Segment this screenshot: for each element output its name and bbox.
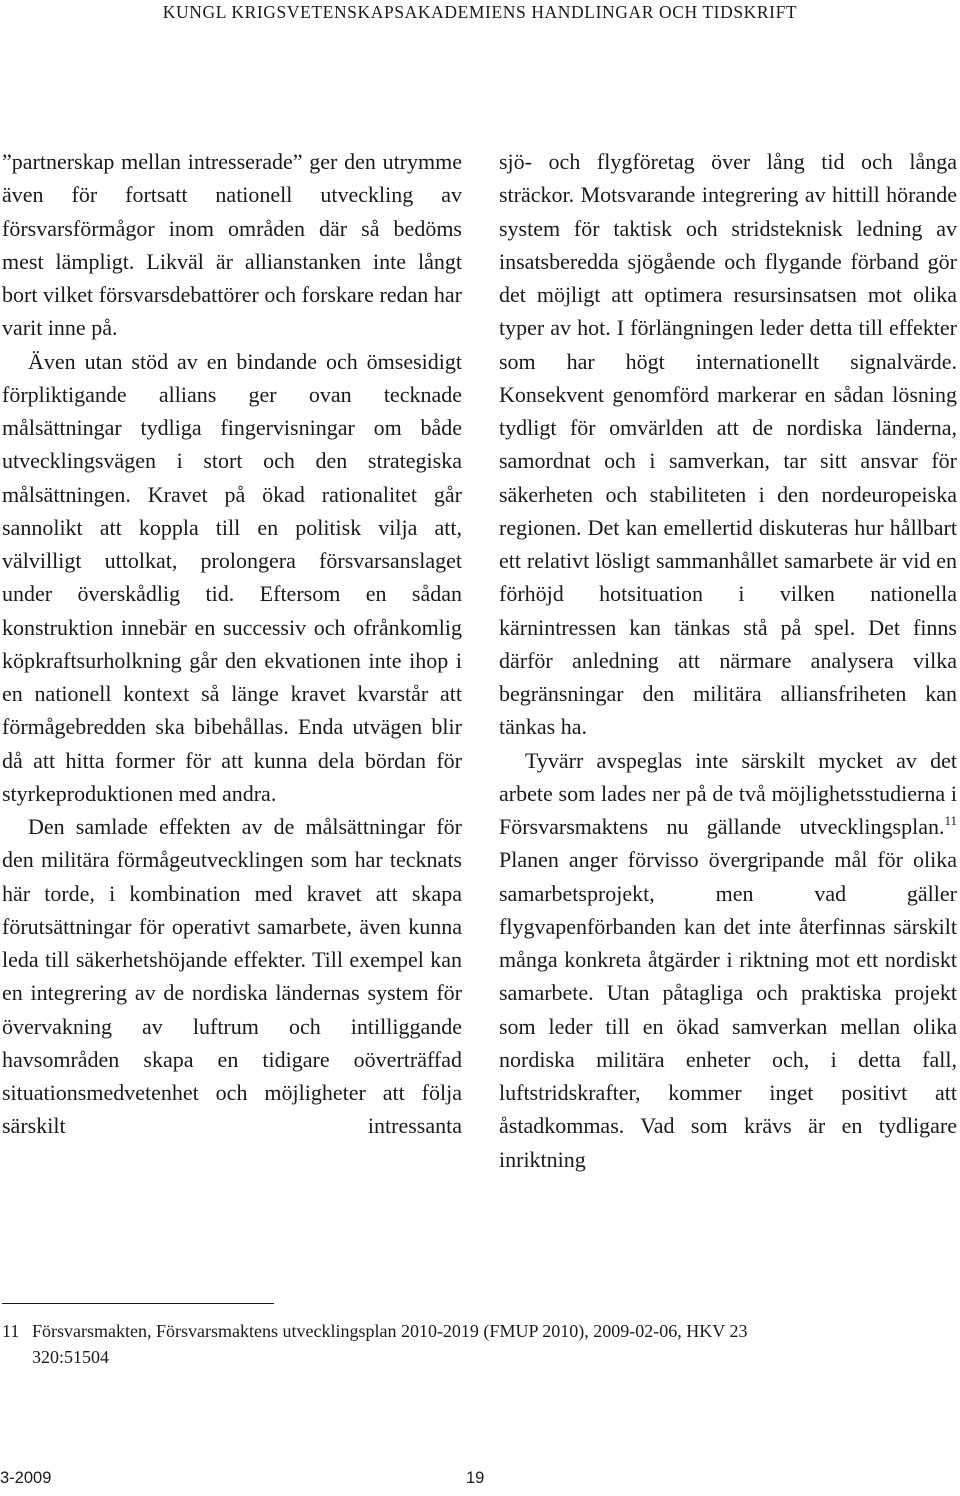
- footnote-text: Försvarsmakten, Försvarsmaktens utvecklingsplan 2010-2019 (FMUP 2010), 2009-02-06, HKV 23: [32, 1321, 748, 1341]
- paragraph: sjö- och flygföretag över lång tid och långa sträckor. Motsvarande integrering av hittill hörande system för taktisk och stridsteknisk ledning av insatsberedda sjögående och flygande förband gör det möjligt att optimera resursinsatsen mot olika typer av hot. I förlängningen leder detta till effekter som har högt internationellt signalvärde. Konsekvent genomförd markerar en sådan lösning tydligt för omvärlden att de nordiska länderna, samordnat och i samverkan, tar sitt ansvar för säkerheten och stabiliteten i den nordeuropeiska regionen. Det kan emellertid diskuteras hur hållbart ett relativt lösligt sammanhållet samarbete är vid en förhöjd hotsituation i vilken nationella kärnintressen kan tänkas stå på spel. Det finns därför anledning att närmare analysera vilka begränsningar den militära alliansfriheten kan tänkas ha.: [499, 149, 957, 740]
- paragraph-text: Tyvärr avspeglas inte särskilt mycket av det arbete som lades ner på de två möjlighetsstudierna i Försvarsmaktens nu gällande utvecklingsplan.: [499, 747, 957, 839]
- footnote-reference[interactable]: 11: [944, 813, 957, 828]
- right-column: [499, 145, 957, 1176]
- paragraph-text: Planen anger förvisso övergripande mål för olika samarbetsprojekt, men vad gäller flygvapenförbanden kan det inte återfinnas särskilt många konkreta åtgärder i riktning mot ett nordiskt samarbete. Utan påtagliga och praktiska projekt som leder till en ökad samverkan mellan olika nordiska militära enheter och, i detta fall, luftstridskrafter, kommer inget positivt att åstadkommas. Vad som krävs är en tydligare inriktning: [499, 847, 957, 1172]
- left-column: [2, 145, 462, 1143]
- paragraph: ”partnerskap mellan intresserade” ger den utrymme även för fortsatt nationell utveckling av försvarsförmågor inom områden där så bedöms mest lämpligt. Likväl är allianstanken inte långt bort vilket försvarsdebattörer och forskare redan har varit inne på.: [2, 149, 462, 341]
- page-number: 19: [466, 1469, 485, 1487]
- issue-number: 3-2009: [0, 1469, 52, 1487]
- footnote: [2, 1318, 956, 1370]
- paragraph: [499, 744, 957, 1176]
- paragraph: Även utan stöd av en bindande och ömsesidigt förpliktigande allians ger ovan tecknade målsättningar tydliga fingervisningar om både utvecklingsvägen i stort och den strategiska målsättningen. Kravet på ökad rationalitet går sannolikt att koppla till en politisk vilja att, välvilligt uttolkat, prolongera försvarsanslaget under överskådlig tid. Eftersom en sådan konstruktion innebär en successiv och ofrånkomlig köpkraftsurholkning går den ekvationen inte ihop i en nationell kontext så länge kravet kvarstår att förmågebredden ska bibehållas. Enda utvägen blir då att hitta former för att kunna dela bördan för styrkeproduktionen med andra.: [2, 348, 462, 806]
- footnote-text-continued: 320:51504: [32, 1347, 110, 1367]
- paragraph: Den samlade effekten av de målsättningar för den militära förmågeutvecklingen som har tecknats här torde, i kombination med kravet att skapa förutsättningar för operativt samarbete, även kunna leda till säkerhetshöjande effekter. Till exempel kan en integrering av de nordiska ländernas system för övervakning av luftrum och intilliggande havsområden skapa en tidigare oöverträffad situationsmedvetenhet och möjligheter att följa särskilt intressanta: [2, 814, 462, 1139]
- footnote-number: 11: [2, 1321, 20, 1341]
- footnote-divider: [2, 1303, 274, 1304]
- journal-running-header: KUNGL KRIGSVETENSKAPSAKADEMIENS HANDLINGAR OCH TIDSKRIFT: [162, 2, 798, 22]
